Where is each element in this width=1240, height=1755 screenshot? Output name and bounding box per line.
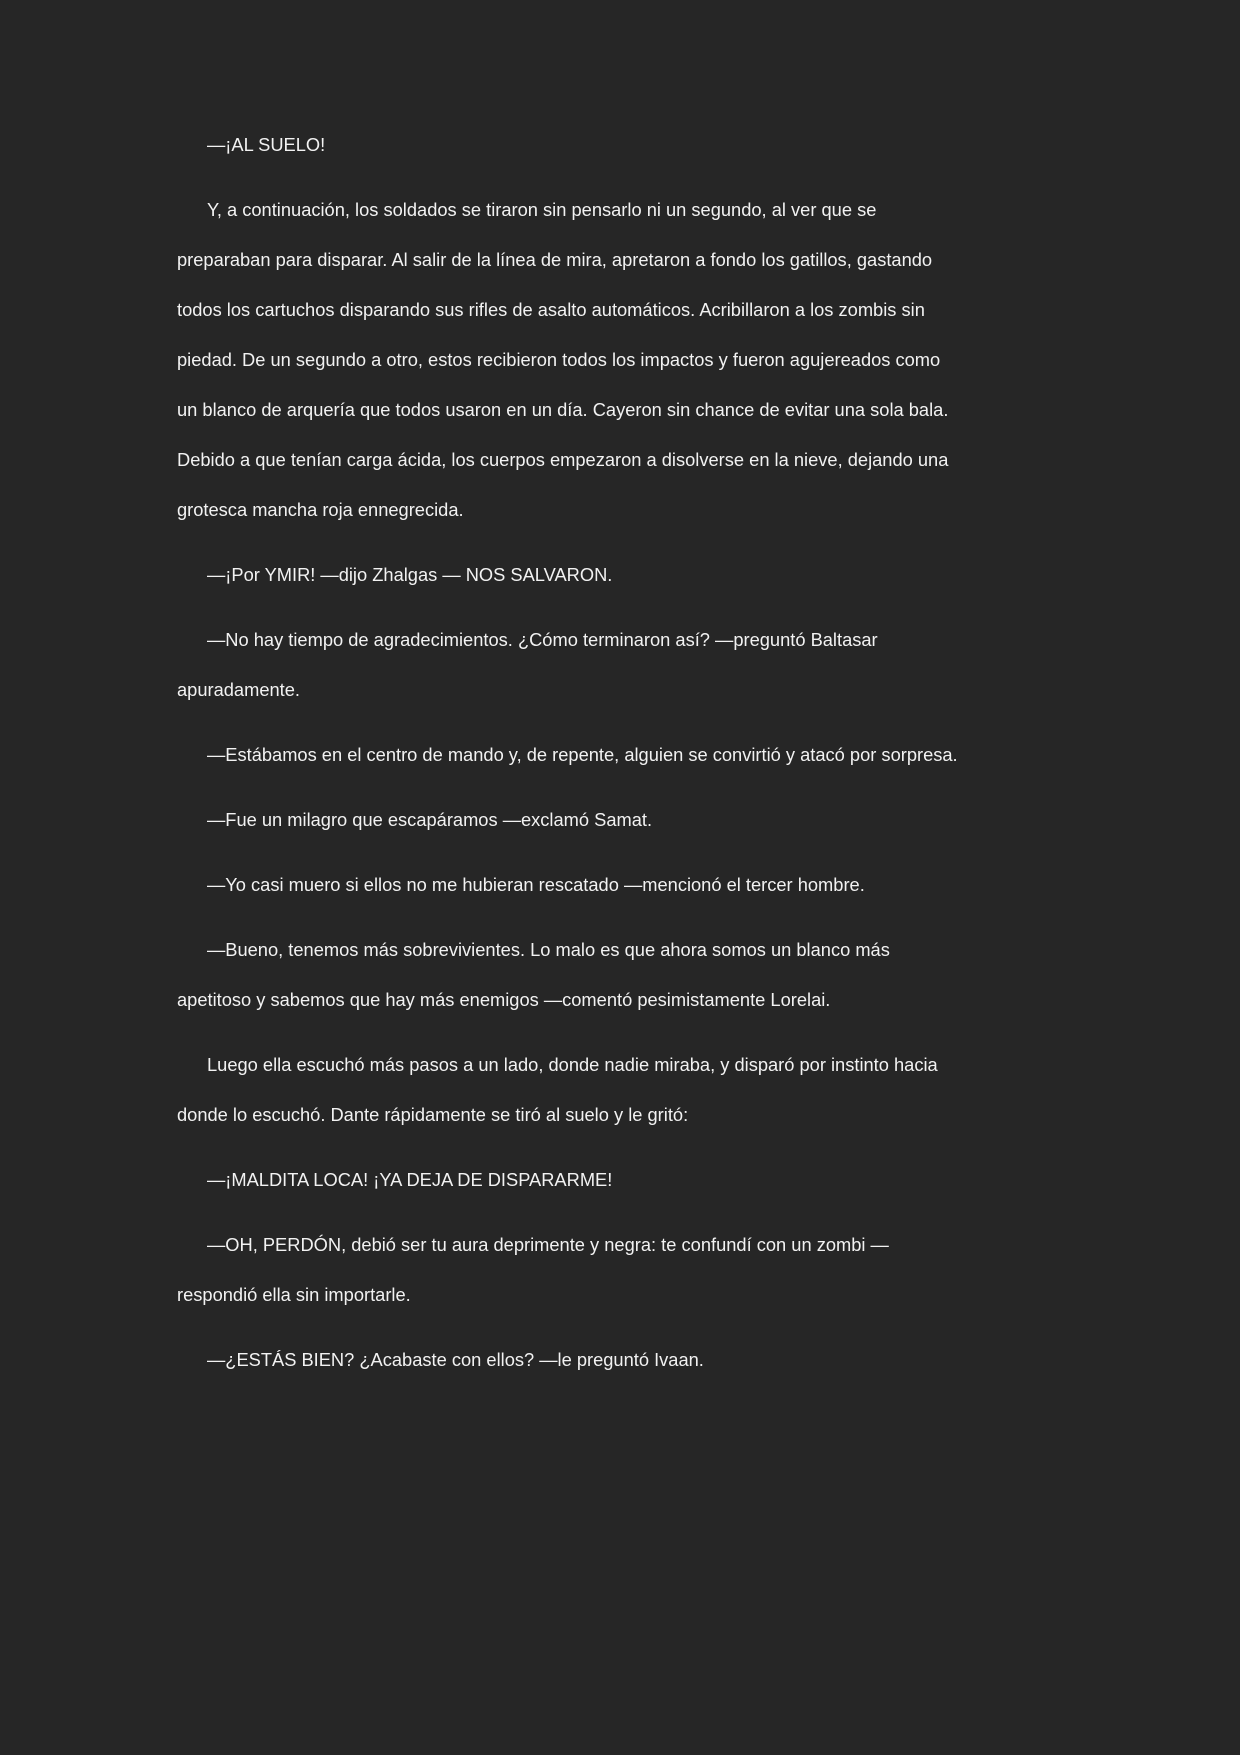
paragraph: [177, 120, 1077, 170]
paragraph: [177, 1220, 1077, 1320]
paragraph-line: Y, a continuación, los soldados se tiraron sin pensarlo ni un segundo, al ver que se: [207, 199, 877, 220]
paragraph-line: apetitoso y sabemos que hay más enemigos —comentó pesimistamente Lorelai.: [177, 989, 831, 1010]
paragraph-line: respondió ella sin importarle.: [177, 1284, 411, 1305]
paragraph-line: donde lo escuchó. Dante rápidamente se tiró al suelo y le gritó:: [177, 1104, 689, 1125]
paragraph-line: Debido a que tenían carga ácida, los cuerpos empezaron a disolverse en la nieve, dejando una: [177, 449, 949, 470]
paragraph-line: —¿ESTÁS BIEN? ¿Acabaste con ellos? —le preguntó Ivaan.: [207, 1349, 704, 1370]
paragraph: [177, 615, 1077, 715]
paragraph-line: —¡AL SUELO!: [207, 134, 326, 155]
paragraph: [177, 795, 1077, 845]
paragraph: [177, 1040, 1077, 1140]
paragraph-line: —Estábamos en el centro de mando y, de repente, alguien se convirtió y atacó por sorpresa.: [207, 744, 958, 765]
paragraph-line: —Bueno, tenemos más sobrevivientes. Lo malo es que ahora somos un blanco más: [207, 939, 890, 960]
paragraph-line: —¡MALDITA LOCA! ¡YA DEJA DE DISPARARME!: [207, 1169, 613, 1190]
paragraph-line: piedad. De un segundo a otro, estos recibieron todos los impactos y fueron agujereados como: [177, 349, 941, 370]
paragraph-line: preparaban para disparar. Al salir de la línea de mira, apretaron a fondo los gatillos, gastando: [177, 249, 933, 270]
document-page: [177, 120, 1077, 1400]
paragraph-line: —Fue un milagro que escapáramos —exclamó Samat.: [207, 809, 653, 830]
paragraph: [177, 185, 1077, 535]
paragraph-line: —No hay tiempo de agradecimientos. ¿Cómo terminaron así? —preguntó Baltasar: [207, 629, 878, 650]
paragraph: [177, 860, 1077, 910]
paragraph: [177, 730, 1077, 780]
paragraph: [177, 1155, 1077, 1205]
paragraph: [177, 925, 1077, 1025]
paragraph-line: apuradamente.: [177, 679, 300, 700]
paragraph-line: todos los cartuchos disparando sus rifles de asalto automáticos. Acribillaron a los zombis sin: [177, 299, 925, 320]
paragraph: [177, 1335, 1077, 1385]
paragraph-line: —OH, PERDÓN, debió ser tu aura deprimente y negra: te confundí con un zombi —: [207, 1234, 889, 1255]
paragraph-line: un blanco de arquería que todos usaron en un día. Cayeron sin chance de evitar una sola bala.: [177, 399, 949, 420]
paragraph-line: —Yo casi muero si ellos no me hubieran rescatado —mencionó el tercer hombre.: [207, 874, 865, 895]
paragraph-line: grotesca mancha roja ennegrecida.: [177, 499, 464, 520]
paragraph-line: —¡Por YMIR! —dijo Zhalgas — NOS SALVARON.: [207, 564, 613, 585]
paragraph: [177, 550, 1077, 600]
paragraph-line: Luego ella escuchó más pasos a un lado, donde nadie miraba, y disparó por instinto hacia: [207, 1054, 938, 1075]
